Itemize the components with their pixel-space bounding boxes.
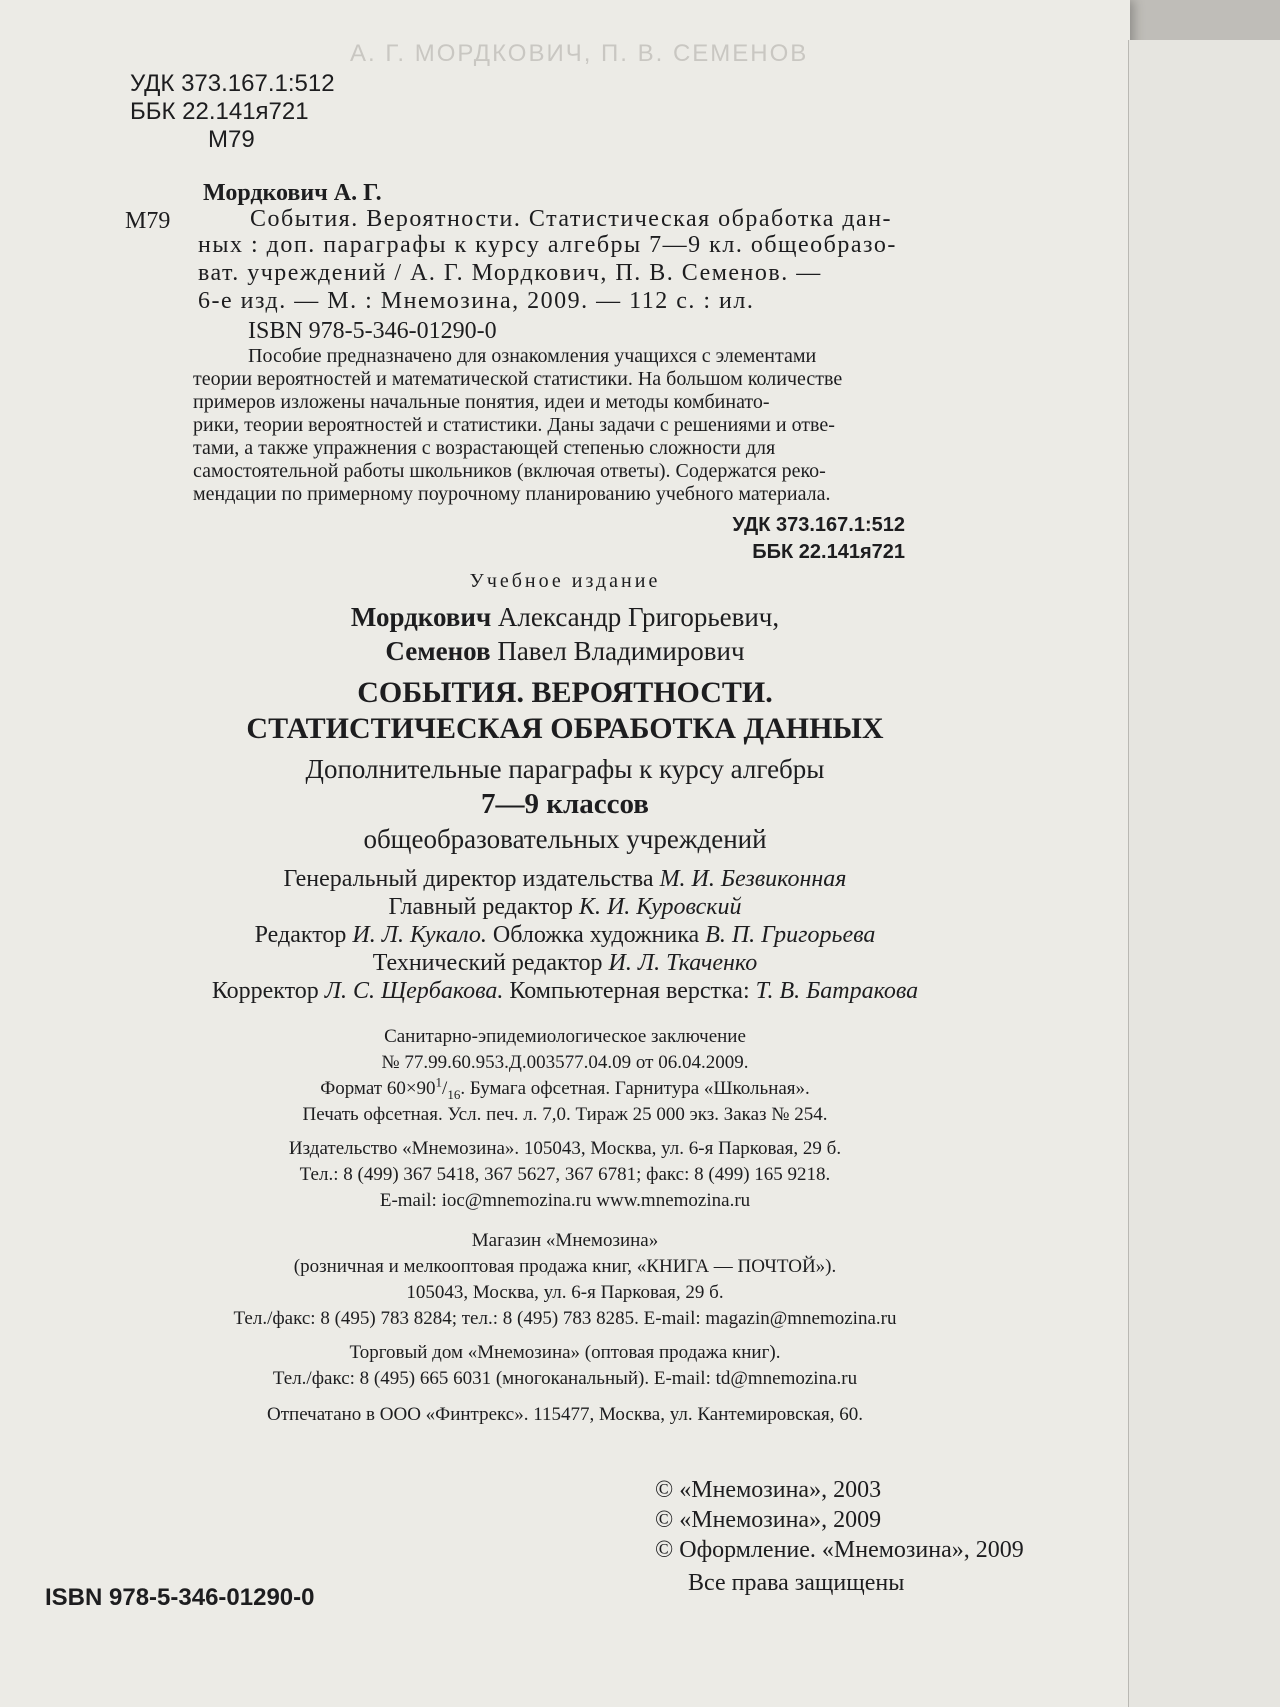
shop-phones: Тел./факс: 8 (495) 783 8284; тел.: 8 (495) 783 8285. E-mail: magazin@mnemozina.ru (233, 1308, 897, 1329)
printed-by: Отпечатано в ООО «Финтрекс». 115477, Москва, ул. Кантемировская, 60. (267, 1404, 863, 1425)
abstract-line-5: тами, а также упражнения с возрастающей степенью сложности для (193, 437, 776, 459)
abstract-line-4: рики, теории вероятностей и статистики. Даны задачи с решениями и отве- (193, 414, 835, 436)
general-director-name: М. И. Безвиконная (659, 866, 847, 892)
editor-name: И. Л. Кукало. (352, 922, 487, 948)
trade-house-phones: Тел./факс: 8 (495) 665 6031 (многоканальный). E-mail: td@mnemozina.ru (272, 1368, 858, 1389)
author-1-surname: Мордкович (350, 602, 492, 632)
format-sup: 1 (435, 1074, 443, 1090)
bleed-through-authors: А. Г. МОРДКОВИЧ, П. В. СЕМЕНОВ (350, 40, 809, 67)
printing-line: Печать офсетная. Усл. печ. л. 7,0. Тираж 25 000 экз. Заказ № 254. (302, 1104, 828, 1125)
all-rights-reserved: Все права защищены (688, 1570, 905, 1596)
general-director-label: Генеральный директор издательства (283, 866, 660, 892)
chief-editor (0, 894, 1130, 921)
format-prefix: Формат 60×90 (320, 1078, 436, 1099)
biblio-line-1: События. Вероятности. Статистическая обработка дан- (250, 206, 893, 232)
publisher-address: Издательство «Мнемозина». 105043, Москва, ул. 6-я Парковая, 29 б. (288, 1138, 842, 1159)
abstract-line-6: самостоятельной работы школьников (включая ответы). Содержатся реко- (193, 460, 826, 482)
publisher-contacts (0, 1190, 1130, 1212)
trade-house-title: Торговый дом «Мнемозина» (оптовая продажа книг). (349, 1342, 781, 1363)
copyright-2: © «Мнемозина», 2009 (655, 1507, 882, 1533)
editor-and-cover (0, 922, 1130, 949)
biblio-code: М79 (125, 208, 171, 234)
author-2-rest: Павел Владимирович (490, 636, 745, 666)
title-line-1: СОБЫТИЯ. ВЕРОЯТНОСТИ. (357, 676, 773, 709)
proofreader-name: Л. С. Щербакова. (324, 978, 504, 1004)
publisher-email: E-mail: ioc@mnemozina.ru (379, 1190, 592, 1211)
biblio-line-4: 6-е изд. — М. : Мнемозина, 2009. — 112 с. : ил. (198, 288, 755, 314)
format-suffix: . Бумага офсетная. Гарнитура «Школьная». (460, 1078, 810, 1099)
shop-address: 105043, Москва, ул. 6-я Парковая, 29 б. (406, 1282, 724, 1303)
biblio-line-2: ных : доп. параграфы к курсу алгебры 7—9 кл. общеобразо- (198, 232, 897, 258)
abstract-line-1: Пособие предназначено для ознакомления учащихся с элементами (248, 345, 817, 367)
shop-description: (розничная и мелкооптовая продажа книг, «КНИГА — ПОЧТОЙ»). (293, 1256, 837, 1277)
bbk-code: ББК 22.141я721 (130, 98, 309, 125)
adjacent-page-edge (1128, 40, 1280, 1707)
abstract-line-2: теории вероятностей и математической статистики. На большом количестве (193, 368, 843, 390)
author-1-rest: Александр Григорьевич, (491, 602, 780, 632)
biblio-isbn: ISBN 978-5-346-01290-0 (248, 318, 497, 344)
general-director (0, 866, 1130, 893)
edition-label: Учебное издание (469, 570, 661, 592)
technical-editor-name: И. Л. Ткаченко (608, 950, 758, 976)
author-2 (0, 636, 1130, 667)
abstract-udk: УДК 373.167.1:512 (732, 514, 905, 536)
format-line (0, 1074, 1130, 1102)
author-2-surname: Семенов (385, 636, 491, 666)
format-sub: 16 (447, 1086, 461, 1102)
technical-editor (0, 950, 1130, 977)
abstract-bbk: ББК 22.141я721 (752, 541, 905, 563)
abstract-line-3: примеров изложены начальные понятия, идеи и методы комбинато- (193, 391, 770, 413)
copyright-3: © Оформление. «Мнемозина», 2009 (655, 1537, 1024, 1563)
layout-label: Компьютерная верстка: (503, 978, 756, 1004)
biblio-author-heading: Мордкович А. Г. (203, 180, 382, 206)
chief-editor-name: К. И. Куровский (579, 894, 742, 920)
abstract-line-7: мендации по примерному поурочному планированию учебного материала. (193, 483, 831, 505)
cover-name: В. П. Григорьева (705, 922, 876, 948)
proofreader-and-layout (0, 978, 1130, 1005)
format-slash: / (442, 1078, 448, 1099)
author-1 (0, 602, 1130, 633)
chief-editor-label: Главный редактор (388, 894, 580, 920)
shop-title: Магазин «Мнемозина» (471, 1230, 659, 1251)
technical-editor-label: Технический редактор (372, 950, 609, 976)
layout-name: Т. В. Батракова (755, 978, 919, 1004)
proofreader-label: Корректор (211, 978, 325, 1004)
udk-code: УДК 373.167.1:512 (130, 70, 335, 97)
publisher-web: www.mnemozina.ru (596, 1190, 751, 1211)
editor-label: Редактор (254, 922, 353, 948)
subtitle: Дополнительные параграфы к курсу алгебры (305, 754, 825, 784)
biblio-line-3: ват. учреждений / А. Г. Мордкович, П. В. Семенов. — (198, 260, 822, 286)
title-line-2: СТАТИСТИЧЕСКАЯ ОБРАБОТКА ДАННЫХ (246, 712, 884, 745)
isbn-bottom: ISBN 978-5-346-01290-0 (45, 1584, 315, 1611)
copyright-1: © «Мнемозина», 2003 (655, 1477, 882, 1503)
grades: 7—9 классов (481, 788, 649, 820)
cover-label: Обложка художника (486, 922, 706, 948)
sanitary-line-1: Санитарно-эпидемиологическое заключение (384, 1026, 746, 1047)
author-sign-code: М79 (208, 126, 255, 153)
publisher-phones: Тел.: 8 (499) 367 5418, 367 5627, 367 6781; факс: 8 (499) 165 9218. (299, 1164, 831, 1185)
institutions: общеобразовательных учреждений (363, 824, 767, 854)
sanitary-line-2: № 77.99.60.953.Д.003577.04.09 от 06.04.2009. (381, 1052, 749, 1073)
